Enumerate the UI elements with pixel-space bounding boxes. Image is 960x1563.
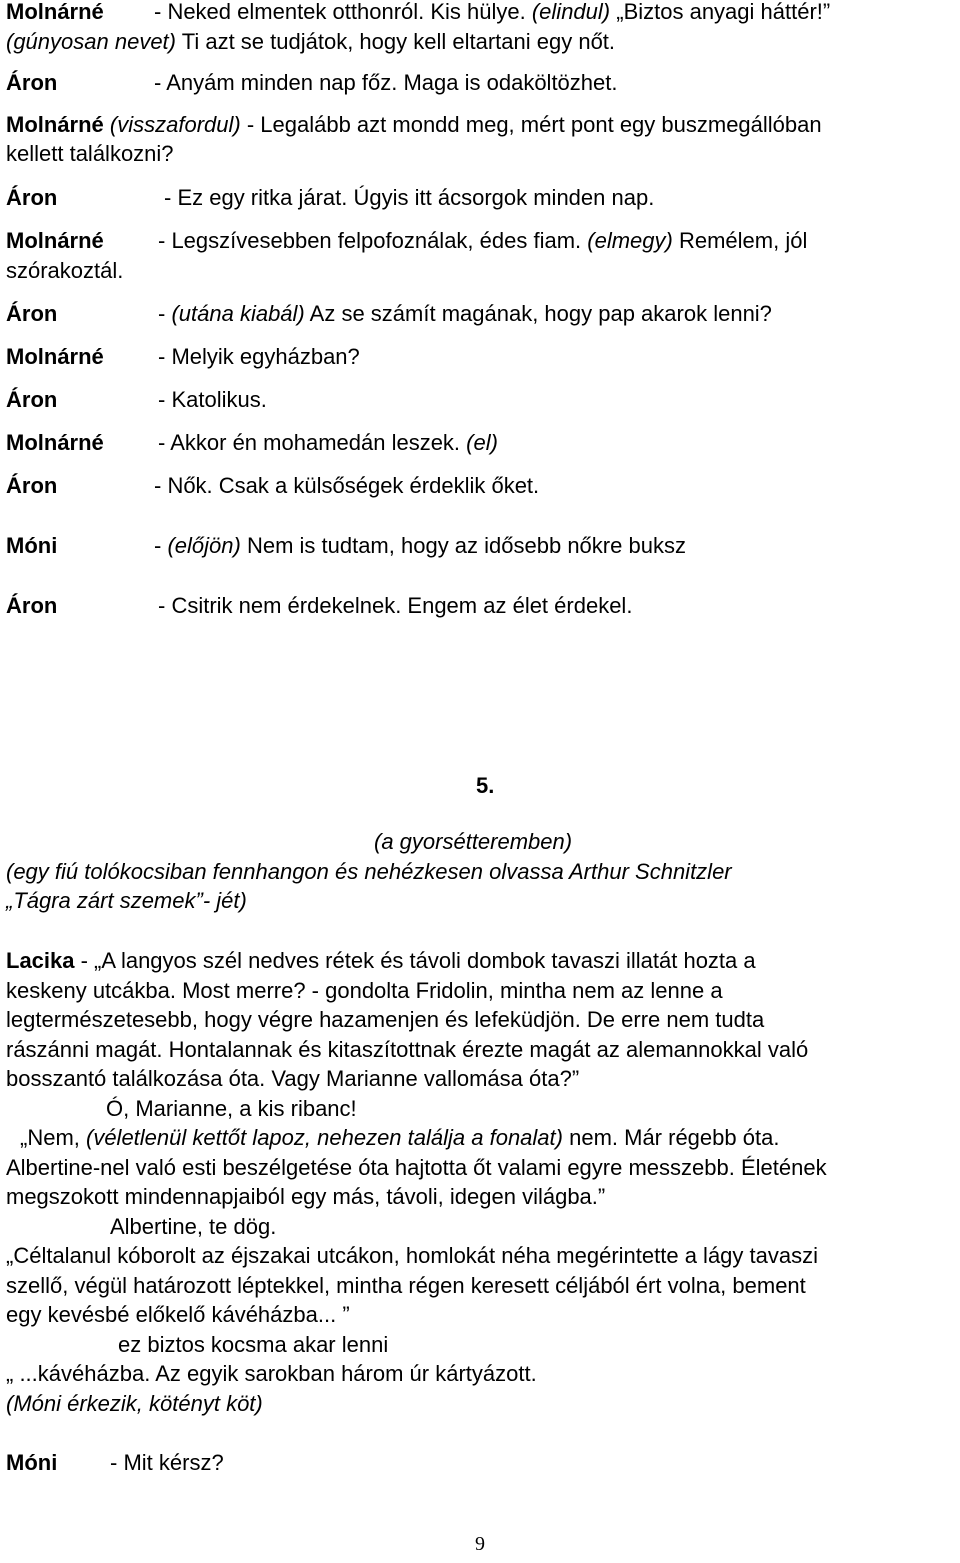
dialogue-line xyxy=(6,428,954,458)
dialogue-line xyxy=(6,0,954,27)
stage-direction: (utána kiabál) xyxy=(171,301,305,326)
dialogue-line: Albertine-nel való esti beszélgetése óta hajtotta őt valami egyre messzebb. Életének xyxy=(6,1155,827,1180)
dialogue-line: keskeny utcákba. Most merre? - gondolta Fridolin, mintha nem az lenne a xyxy=(6,978,723,1003)
dialogue-line: „ ...kávéházba. Az egyik sarokban három úr kártyázott. xyxy=(6,1361,537,1386)
dialogue-line: „Céltalanul kóborolt az éjszakai utcákon, homlokát néha megérintette a lágy tavaszi xyxy=(6,1243,819,1268)
stage-direction: (elindul) xyxy=(531,0,611,24)
dialogue-line xyxy=(6,591,954,621)
dialogue-line: Lacika - „A langyos szél nedves rétek és távoli dombok tavaszi illatát hozta a xyxy=(6,948,756,973)
dialogue-line xyxy=(6,471,954,501)
speaker-name: Molnárné xyxy=(6,228,104,253)
dialogue-line: kellett találkozni? xyxy=(6,141,174,166)
dialogue-text: - Neked elmentek otthonról. Kis hülye. (elindul) „Biztos anyagi háttér!” xyxy=(154,0,831,24)
stage-direction: „Tágra zárt szemek”- jét) xyxy=(6,888,247,913)
dialogue-line: egy kevésbé előkelő kávéházba... ” xyxy=(6,1302,350,1327)
dialogue-line xyxy=(6,1448,954,1478)
dialogue-line xyxy=(6,342,954,372)
stage-direction: (véletlenül kettőt lapoz, nehezen találja a fonalat) xyxy=(86,1125,563,1150)
dialogue-line xyxy=(6,68,954,98)
dialogue-line: megszokott mindennapjaiból egy más, távoli, idegen világba.” xyxy=(6,1184,606,1209)
speaker-name: Áron xyxy=(6,70,58,95)
dialogue-line xyxy=(6,299,954,329)
speaker-name: Molnárné xyxy=(6,112,104,137)
stage-direction: (el) xyxy=(466,430,498,455)
dialogue-line: „Nem, (véletlenül kettőt lapoz, nehezen találja a fonalat) nem. Már régebb óta. xyxy=(20,1125,780,1150)
speaker-name: Áron xyxy=(6,387,58,412)
dialogue-text: - Csitrik nem érdekelnek. Engem az élet érdekel. xyxy=(158,593,633,618)
dialogue-line: szellő, végül határozott léptekkel, mintha régen keresett céljából ért volna, bement xyxy=(6,1273,806,1298)
speaker-name: Lacika xyxy=(6,948,75,973)
dialogue-line: Ó, Marianne, a kis ribanc! xyxy=(106,1096,357,1121)
scene-number: 5. xyxy=(476,773,495,798)
stage-direction: (visszafordul) xyxy=(103,112,241,137)
dialogue-line: (gúnyosan nevet) Ti azt se tudjátok, hogy kell eltartani egy nőt. xyxy=(6,29,616,54)
speaker-name: Áron xyxy=(6,185,58,210)
speaker-name: Molnárné xyxy=(6,430,104,455)
speaker-name: Molnárné xyxy=(6,0,104,24)
dialogue-line xyxy=(6,183,954,213)
speaker-name: Áron xyxy=(6,593,58,618)
dialogue-text: - Nők. Csak a külsőségek érdeklik őket. xyxy=(154,473,540,498)
speaker-name: Áron xyxy=(6,473,58,498)
stage-direction: (Móni érkezik, kötényt köt) xyxy=(6,1391,263,1416)
stage-direction: (elmegy) xyxy=(587,228,673,253)
dialogue-text: - Melyik egyházban? xyxy=(158,344,360,369)
dialogue-line: rászánni magát. Hontalannak és kitaszítottnak érezte magát az alemannokkal való xyxy=(6,1037,809,1062)
dialogue-line: Molnárné (visszafordul) - Legalább azt mondd meg, mért pont egy buszmegállóban xyxy=(6,112,822,137)
speaker-name: Molnárné xyxy=(6,344,104,369)
dialogue-line: szórakoztál. xyxy=(6,258,124,283)
dialogue-line xyxy=(6,226,954,256)
dialogue-line: legtermészetesebb, hogy végre hazamenjen és lefeküdjön. De erre nem tudta xyxy=(6,1007,765,1032)
dialogue-text: - (utána kiabál) Az se számít magának, hogy pap akarok lenni? xyxy=(158,301,772,326)
dialogue-text: - Legszívesebben felpofoználak, édes fiam. (elmegy) Remélem, jól xyxy=(158,228,808,253)
page-number: 9 xyxy=(475,1533,485,1555)
dialogue-line: ez biztos kocsma akar lenni xyxy=(118,1332,389,1357)
dialogue-line: bosszantó találkozása óta. Vagy Marianne vallomása óta?” xyxy=(6,1066,580,1091)
stage-direction: (gúnyosan nevet) xyxy=(6,29,176,54)
dialogue-text: - Akkor én mohamedán leszek. (el) xyxy=(158,430,498,455)
dialogue-line xyxy=(6,385,954,415)
dialogue-text: - Mit kérsz? xyxy=(110,1450,224,1475)
dialogue-text: - Anyám minden nap főz. Maga is odaköltözhet. xyxy=(154,70,618,95)
dialogue-line xyxy=(6,531,954,561)
dialogue-text: - (előjön) Nem is tudtam, hogy az idősebb nőkre buksz xyxy=(154,533,686,558)
speaker-name: Áron xyxy=(6,301,58,326)
scene-location: (a gyorsétteremben) xyxy=(374,829,573,854)
dialogue-text: - Katolikus. xyxy=(158,387,267,412)
speaker-name: Móni xyxy=(6,533,58,558)
dialogue-text: - Ez egy ritka járat. Úgyis itt ácsorgok minden nap. xyxy=(164,185,655,210)
dialogue-line: Albertine, te dög. xyxy=(110,1214,277,1239)
stage-direction: (előjön) xyxy=(167,533,241,558)
speaker-name: Móni xyxy=(6,1450,58,1475)
stage-direction: (egy fiú tolókocsiban fennhangon és nehézkesen olvassa Arthur Schnitzler xyxy=(6,859,732,884)
